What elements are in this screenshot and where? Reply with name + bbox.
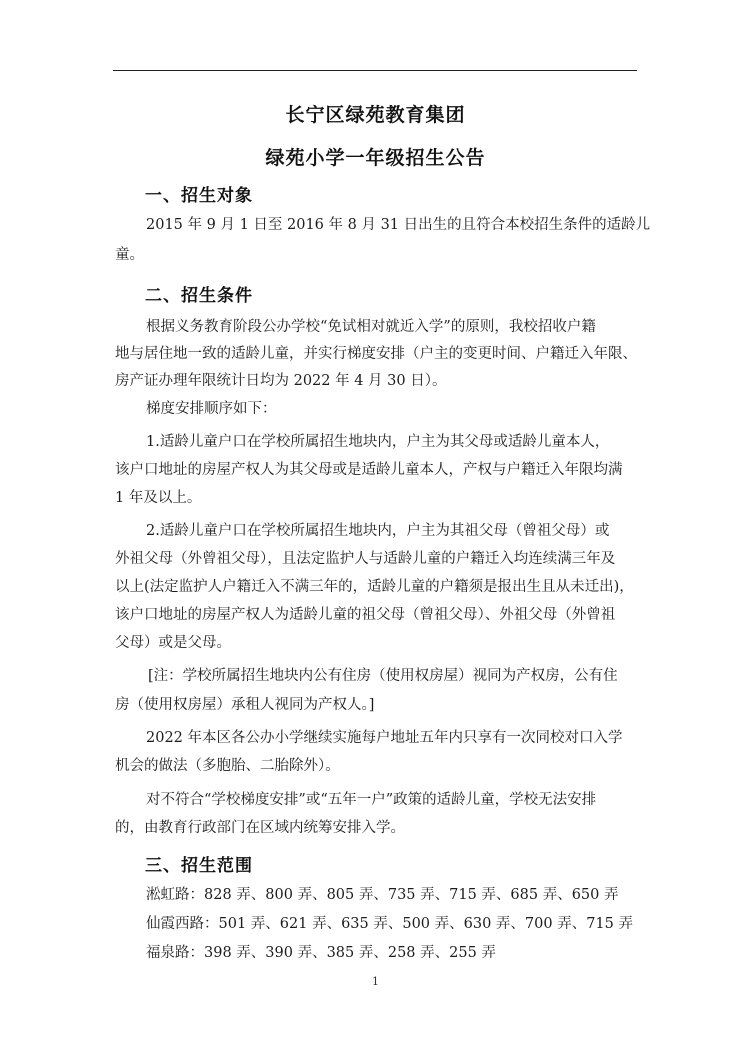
paragraph-line: 2015 年 9 月 1 日至 2016 年 8 月 31 日出生的且符合本校招生条件的适龄儿 [146,217,651,233]
document-title-notice: 绿苑小学一年级招生公告 [265,147,486,169]
document-title-group: 长宁区绿苑教育集团 [285,104,466,126]
paragraph-line: 对不符合“学校梯度安排”或“五年一户”政策的适龄儿童，学校无法安排 [146,792,597,808]
paragraph-line: 机会的做法（多胞胎、二胎除外）。 [115,758,340,774]
paragraph-line: 2.适龄儿童户口在学校所属招生地块内，户主为其祖父母（曾祖父母）或 [146,523,610,539]
paragraph-line: 1 年及以上。 [115,490,202,506]
paragraph-line: 童。 [115,247,144,263]
section-heading-enrollment-target: 一、招生对象 [145,186,253,206]
paragraph-line: 该户口地址的房屋产权人为其父母或是适龄儿童本人，产权与户籍迁入年限均满 [115,462,623,478]
address-line-songhong-road: 淞虹路：828 弄、800 弄、805 弄、735 弄、715 弄、685 弄、650 弄 [146,887,619,903]
paragraph-line: 父母）或是父母。 [115,635,231,651]
section-heading-enrollment-conditions: 二、招生条件 [145,286,253,306]
header-rule [113,70,637,71]
paragraph-line: 根据义务教育阶段公办学校“免试相对就近入学”的原则，我校招收户籍 [146,319,596,335]
section-heading-enrollment-scope: 三、招生范围 [145,856,253,876]
paragraph-line: 2022 年本区各公办小学继续实施每户地址五年内只享有一次同校对口入学 [146,730,623,746]
paragraph-line: 1.适龄儿童户口在学校所属招生地块内，户主为其父母或适龄儿童本人， [146,434,610,450]
page-number: 1 [372,975,379,988]
paragraph-line: 房产证办理年限统计日均为 2022 年 4 月 30 日）。 [115,373,447,389]
paragraph-line: 的，由教育行政部门在区域内统筹安排入学。 [115,820,405,836]
address-line-fuquan-road: 福泉路：398 弄、390 弄、385 弄、258 弄、255 弄 [146,945,496,961]
paragraph-line: 该户口地址的房屋产权人为适龄儿童的祖父母（曾祖父母）、外祖父母（外曾祖 [115,607,616,623]
paragraph-line: 以上(法定监护人户籍迁入不满三年的，适龄儿童的户籍须是报出生且从未迁出)， [115,579,634,595]
paragraph-line: 地与居住地一致的适龄儿童，并实行梯度安排（户主的变更时间、户籍迁入年限、 [115,346,637,362]
paragraph-line: [注：学校所属招生地块内公有住房（使用权房屋）视同为产权房，公有住 [148,668,618,684]
paragraph-line: 外祖父母（外曾祖父母），且法定监护人与适龄儿童的户籍迁入均连续满三年及 [115,551,616,567]
address-line-xianxia-west-road: 仙霞西路：501 弄、621 弄、635 弄、500 弄、630 弄、700 弄、715 弄 [146,916,633,932]
paragraph-line: 房（使用权房屋）承租人视同为产权人。] [115,697,375,713]
paragraph-line: 梯度安排顺序如下： [146,401,277,417]
